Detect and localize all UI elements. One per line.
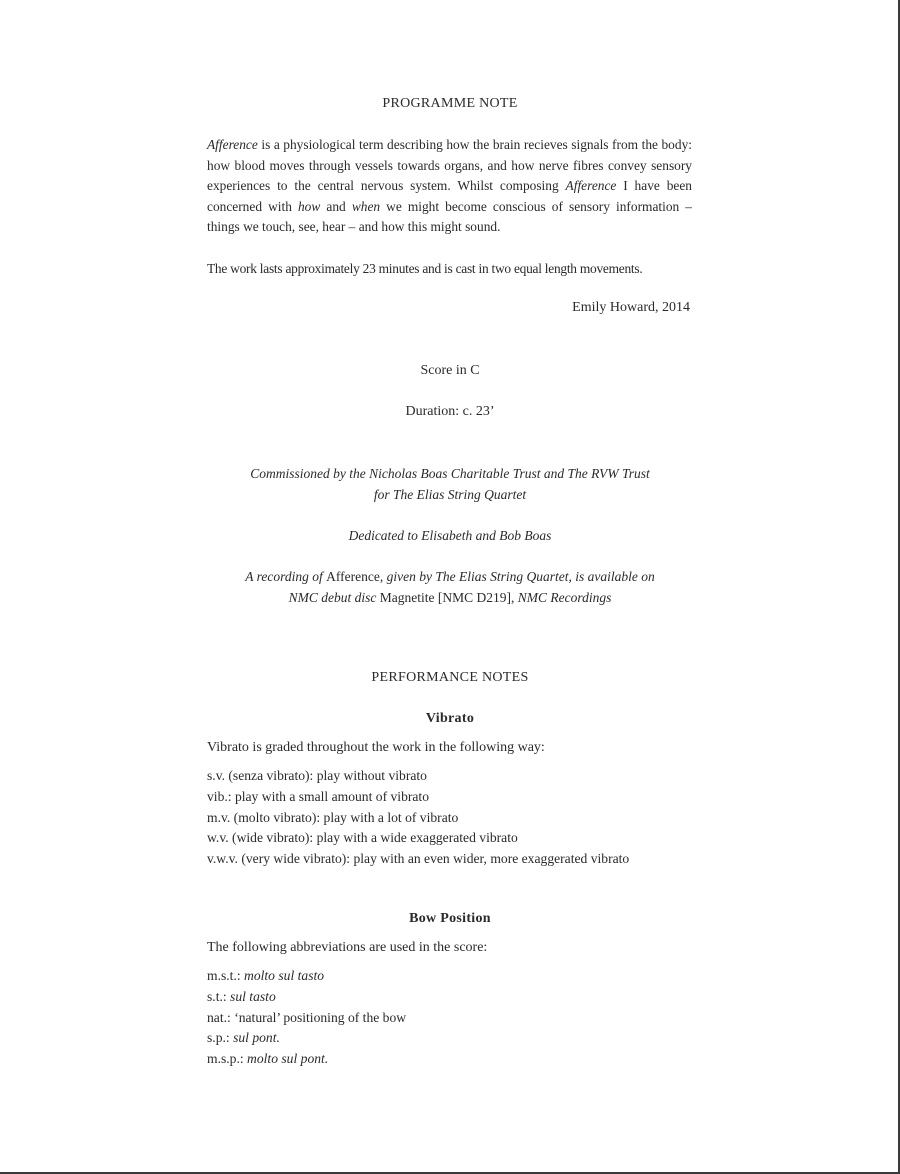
list-item <box>207 1049 406 1070</box>
term: ‘natural’ positioning of the bow <box>234 1009 407 1025</box>
recording-text: NMC debut disc <box>288 590 380 605</box>
score-duration: Duration: c. 23’ <box>405 404 495 419</box>
programme-note-paragraph <box>207 135 692 238</box>
bow-position-heading: Bow Position <box>409 911 491 926</box>
list-item <box>207 1028 406 1049</box>
work-title: Afference <box>565 178 617 194</box>
paragraph-text: and <box>320 198 352 214</box>
paragraph-text: is a physiological term describing how the brain recieves signals from the body: how blood moves through vessels towards organs, and how nerve fibres convey sensory experiences to the central nervous system. Whilst composing <box>207 137 692 194</box>
abbreviation: s.p.: <box>207 1030 234 1046</box>
commission-line-2: for The Elias String Quartet <box>373 487 527 502</box>
list-item: m.v. (molto vibrato): play with a lot of vibrato <box>207 809 459 825</box>
duration-paragraph: The work lasts approximately 23 minutes and is cast in two equal length movements. <box>207 261 643 276</box>
emphasis-when: when <box>351 198 381 214</box>
signature: Emily Howard, 2014 <box>572 300 690 315</box>
paragraph-text: I have been concerned with <box>207 178 692 214</box>
disc-title: Magnetite <box>379 590 435 605</box>
term: molto sul tasto <box>244 968 325 983</box>
abbreviation: m.s.p.: <box>207 1051 248 1067</box>
vibrato-heading: Vibrato <box>425 711 475 726</box>
term: molto sul pont. <box>247 1051 329 1067</box>
term: sul tasto <box>230 988 276 1004</box>
emphasis-how: how <box>297 198 321 214</box>
recording-line-2 <box>0 588 900 609</box>
abbreviation: nat.: <box>207 1009 235 1025</box>
commission-line-1: Commissioned by the Nicholas Boas Charitable Trust and The RVW Trust <box>250 466 650 481</box>
list-item <box>207 966 406 987</box>
vibrato-list <box>207 766 629 870</box>
list-item: w.v. (wide vibrato): play with a wide exaggerated vibrato <box>207 830 518 846</box>
recording-title: Afference <box>326 569 380 584</box>
work-title: Afference <box>207 137 258 152</box>
abbreviation: m.s.t.: <box>207 968 245 983</box>
paragraph-text: we might become conscious of sensory information – things we touch, see, hear – and how this might sound. <box>207 198 692 235</box>
list-item <box>207 987 406 1008</box>
list-item: s.v. (senza vibrato): play without vibrato <box>207 768 427 783</box>
performance-notes-heading: PERFORMANCE NOTES <box>371 670 529 685</box>
list-item: vib.: play with a small amount of vibrato <box>207 788 429 804</box>
vibrato-intro: Vibrato is graded throughout the work in the following way: <box>207 740 545 755</box>
abbreviation: s.t.: <box>207 988 231 1004</box>
recording-text: A recording of <box>245 569 327 584</box>
dedication: Dedicated to Elisabeth and Bob Boas <box>348 528 552 543</box>
bow-position-intro: The following abbreviations are used in the score: <box>207 940 488 955</box>
record-label: NMC Recordings <box>517 590 612 605</box>
recording-line-1 <box>0 567 900 588</box>
list-item <box>207 1008 406 1029</box>
bow-position-list <box>207 966 406 1070</box>
score-key: Score in C <box>420 363 480 378</box>
catalogue-code: [NMC D219], <box>434 590 518 605</box>
recording-text: , given by The Elias String Quartet, is available on <box>379 569 655 584</box>
programme-note-heading: PROGRAMME NOTE <box>382 96 518 111</box>
term: sul pont. <box>233 1030 280 1046</box>
list-item: v.w.v. (very wide vibrato): play with an even wider, more exaggerated vibrato <box>207 851 630 867</box>
